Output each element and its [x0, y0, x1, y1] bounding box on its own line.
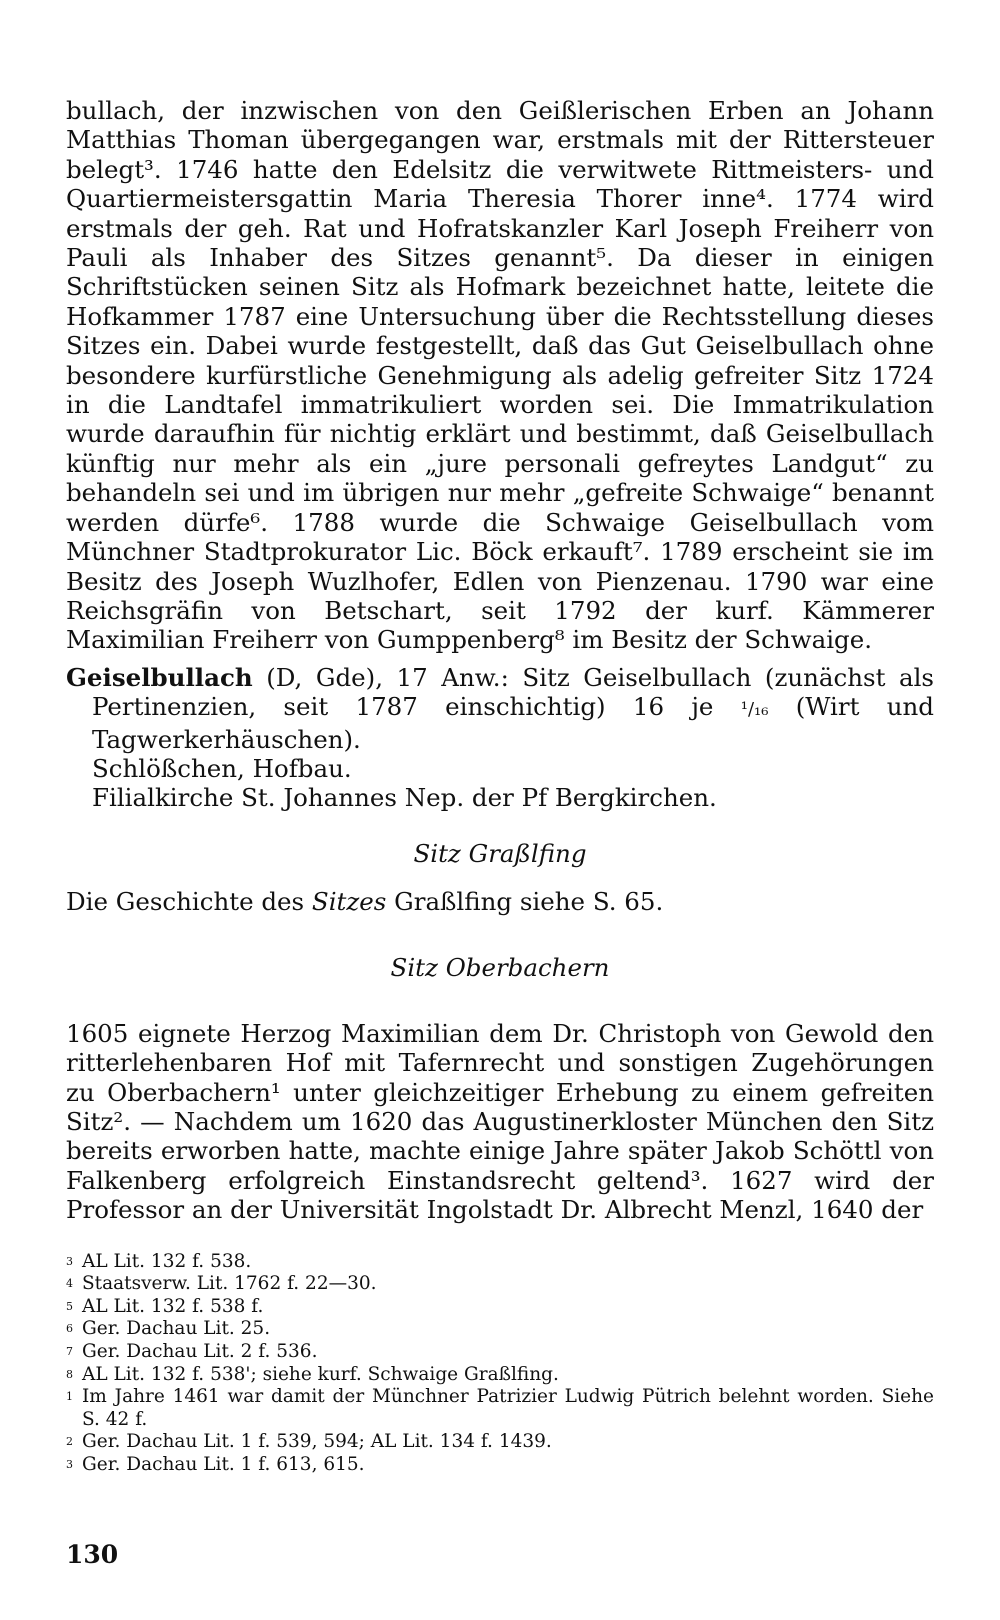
footnote: 6 Ger. Dachau Lit. 25. [66, 1318, 271, 1340]
section-heading-grasslfing: Sitz Graßlfing [413, 838, 587, 868]
entry-fraction: ¹/₁₆ [740, 699, 769, 721]
entry-geiselbullach [66, 663, 934, 813]
entry-line-2: Schlößchen, Hofbau. [92, 753, 352, 783]
page-number: 130 [66, 1540, 119, 1569]
entry-name: Geiselbullach [66, 662, 253, 692]
entry-text-before: (D, Gde), 17 Anw.: Sitz Geiselbullach (zunächst als Pertinenzien, seit 1787 einschichtig) 16 je [92, 662, 934, 722]
entry-line-3: Filialkirche St. Johannes Nep. der Pf Bergkirchen. [92, 783, 717, 813]
section-oberbachern-paragraph: 1605 eignete Herzog Maximilian dem Dr. Christoph von Gewold den ritterlehenbaren Hof mit Tafernrecht und sonstigen Zugehörungen zu Oberbachern¹ unter gleichzeitiger Erhebung zu einem gefreiten Sitz². — Nachdem um 1620 das Augustinerkloster München den Sitz bereits erworben hatte, machte einige Jahre später Jakob Schöttl von Falkenberg erfolgreich Einstandsrecht geltend³. 1627 wird der Professor an der Universität Ingolstadt Dr. Albrecht Menzl, 1640 der [66, 1018, 934, 1225]
footnote: 2 Ger. Dachau Lit. 1 f. 539, 594; AL Lit. 134 f. 1439. [66, 1431, 552, 1453]
footnote: 5 AL Lit. 132 f. 538 f. [66, 1295, 264, 1317]
footnote: 4 Staatsverw. Lit. 1762 f. 22—30. [66, 1273, 377, 1295]
footnote: 1 Im Jahre 1461 war damit der Münchner Patrizier Ludwig Pütrich belehnt worden. Siehe S. 42 f. [66, 1386, 934, 1430]
section-grasslfing-text: Die Geschichte des Sitzes Graßlfing siehe S. 65. [66, 886, 664, 916]
footnote: 8 AL Lit. 132 f. 538'; siehe kurf. Schwaige Graßlfing. [66, 1363, 559, 1385]
entry-text-after: (Wirt und Tagwerkerhäuschen). [92, 692, 934, 754]
body-paragraph-1: bullach, der inzwischen von den Geißlerischen Erben an Johann Matthias Thoman übergegangen war, erstmals mit der Rittersteuer belegt³. 1746 hatte den Edelsitz die verwitwete Rittmeisters- und Quartiermeistersgattin Maria Theresia Thorer inne⁴. 1774 wird erstmals der geh. Rat und Hofratskanzler Karl Joseph Freiherr von Pauli als Inhaber des Sitzes genannt⁵. Da dieser in einigen Schriftstücken seinen Sitz als Hofmark bezeichnet hatte, leitete die Hofkammer 1787 eine Untersuchung über die Rechtsstellung dieses Sitzes ein. Dabei wurde festgestellt, daß das Gut Geiselbullach ohne besondere kurfürstliche Genehmigung als adelig gefreiter Sitz 1724 in die Landtafel immatrikuliert worden sei. Die Immatrikulation wurde daraufhin für nichtig erklärt und bestimmt, daß Geiselbullach künftig nur mehr als ein „jure personali gefreytes Landgut“ zu behandeln sei und im übrigen nur mehr „gefreite Schwaige“ benannt werden dürfe⁶. 1788 wurde die Schwaige Geiselbullach vom Münchner Stadtprokurator Lic. Böck erkauft⁷. 1789 erscheint sie im Besitz des Joseph Wuzlhofer, Edlen von Pienzenau. 1790 war eine Reichsgräfin von Betschart, seit 1792 der kurf. Kämmerer Maximilian Freiherr von Gumppenberg⁸ im Besitz der Schwaige. [66, 96, 934, 655]
section-heading-oberbachern: Sitz Oberbachern [390, 952, 610, 982]
footnotes [66, 1251, 934, 1477]
footnote: 3 Ger. Dachau Lit. 1 f. 613, 615. [66, 1453, 365, 1475]
footnote: 3 AL Lit. 132 f. 538. [66, 1250, 252, 1272]
footnote: 7 Ger. Dachau Lit. 2 f. 536. [66, 1340, 318, 1362]
page-content [66, 96, 934, 1477]
